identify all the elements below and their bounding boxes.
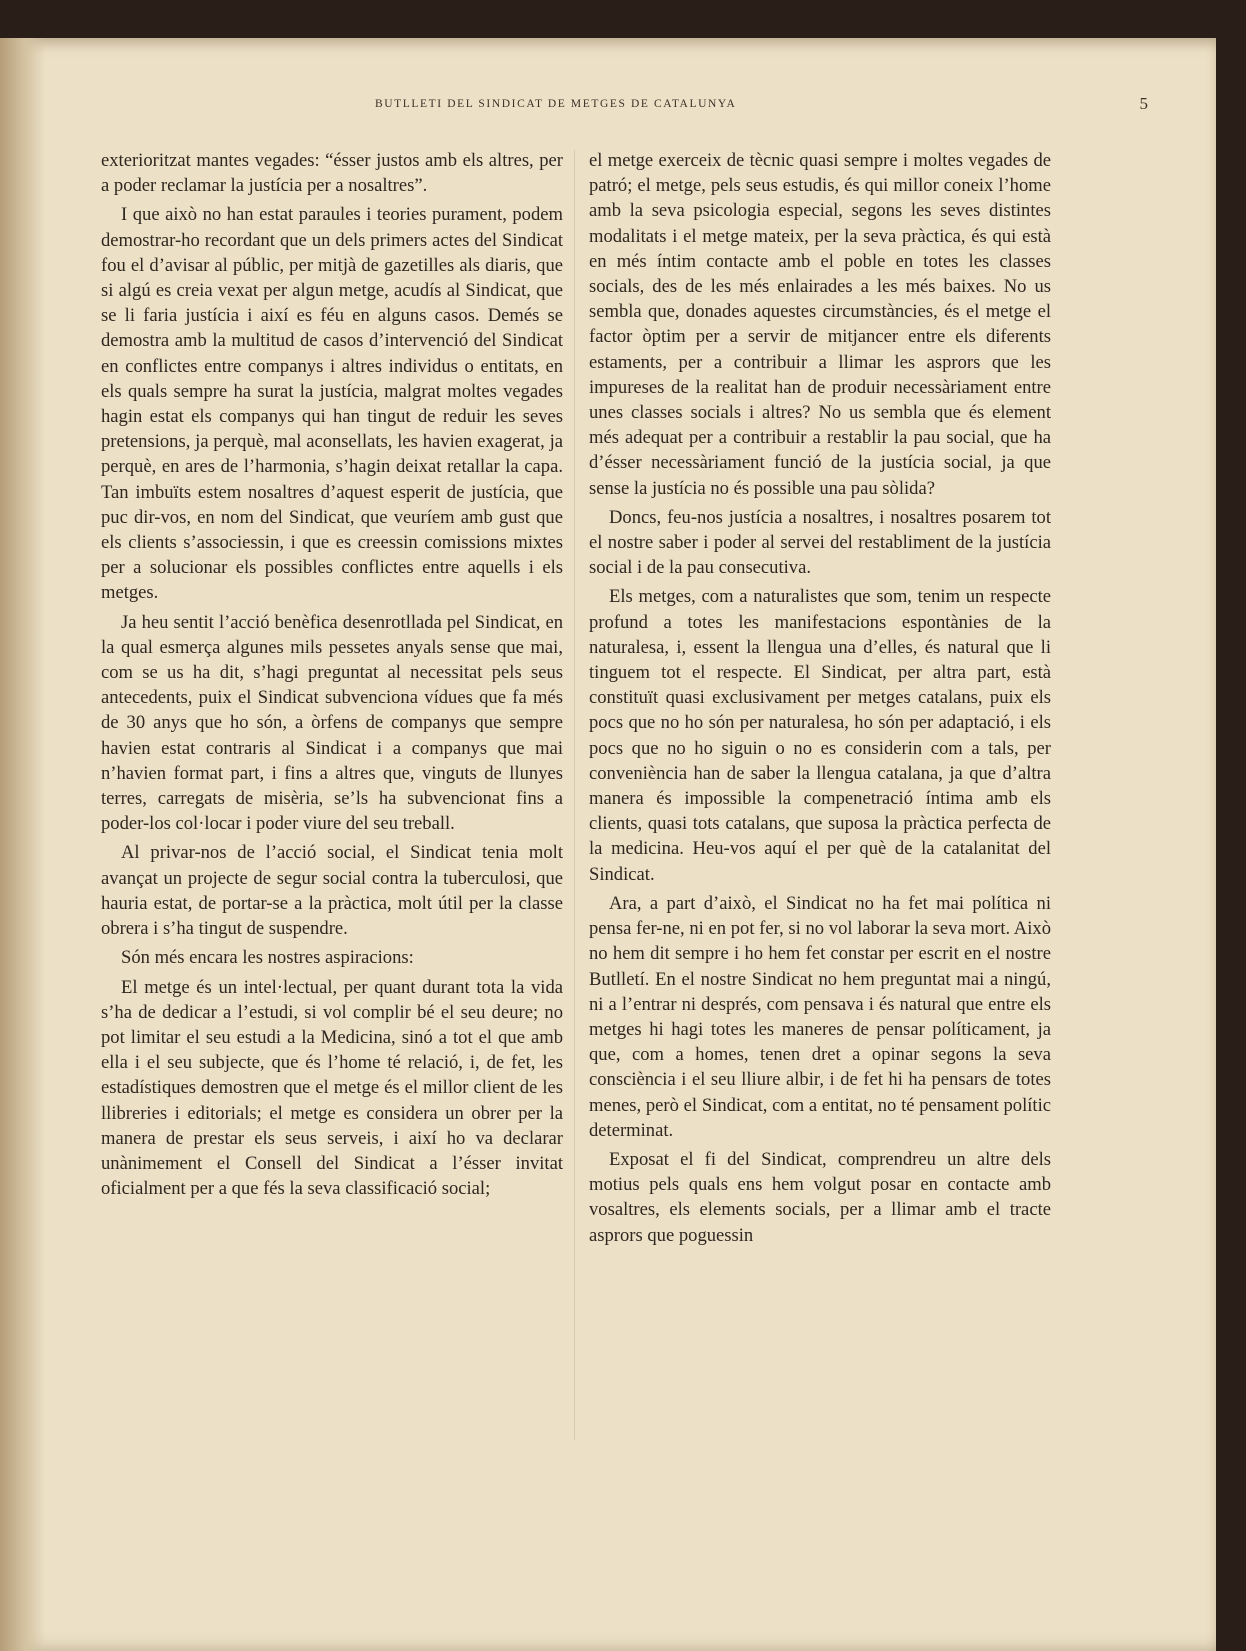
- left-column: [101, 148, 563, 1205]
- paragraph: El metge és un intel·lectual, per quant durant tota la vida s’ha de dedicar a l’estudi, si vol complir bé el seu deure; no pot limitar el seu estudi a la Medicina, sinó a tot el que amb ella i el seu subjecte, que és l’home té relació, i, de fet, les estadístiques demostren que el metge és el millor client de les llibreries i editorials; el metge es considera un obrer per la manera de prestar els seus serveis, i així ho va declarar unànimement el Consell del Sindicat a l’ésser invitat oficialment per a que fés la seva classificació social;: [101, 976, 563, 1200]
- page-number: 5: [1139, 94, 1148, 113]
- page-header: [100, 94, 1148, 116]
- book-spine-shadow: [0, 38, 46, 1651]
- paragraph: Exposat el fi del Sindicat, comprendreu un altre dels motius pels quals ens hem volgut posar en contacte amb vosaltres, els elements socials, per a llimar amb el tracte asprors que poguessin: [589, 1148, 1051, 1246]
- column-gutter: [574, 150, 575, 1440]
- right-column: [589, 148, 1051, 1252]
- paragraph: I que això no han estat paraules i teories purament, podem demostrar-ho recordant que un dels primers actes del Sindicat fou el d’avisar al públic, per mitjà de gazetilles als diaris, que si algú es creia vexat per algun metge, acudís al Sindicat, que se li faria justícia i així es féu en alguns casos. Demés se demostra amb la multitud de casos d’intervenció del Sindicat en conflictes entre companys i altres individus o entitats, en els quals sempre ha surat la justícia, malgrat moltes vegades hagin estat els companys qui han tingut de reduir les seves pretensions, ja perquè, mal aconsellats, les havien exagerat, ja perquè, en ares de l’harmonia, s’hagin deixat retallar la capa. Tan imbuïts estem nosaltres d’aquest esperit de justícia, que puc dir-vos, en nom del Sindicat, que veuríem amb gust que els clients s’associessin, i que es creessin comissions mixtes per a solucionar els possibles conflictes entre aquells i els metges.: [101, 204, 563, 604]
- paragraph: Els metges, com a naturalistes que som, tenim un respecte profund a totes les manifestacions espontànies de la naturalesa, i, essent la llengua una d’elles, és natural que li tinguem tot el respecte. El Sindicat, per altra part, està constituït quasi exclusivament per metges catalans, puix els pocs que no ho són per naturalesa, ho són per adaptació, i els pocs que no ho siguin o no es considerin com a tals, per conveniència han de saber la llengua catalana, ja que d’altra manera és impossible la compenetració íntima amb els clients, quasi tots catalans, que suposa la pràctica perfecta de la medicina. Heu-vos aquí el per què de la catalanitat del Sindicat.: [589, 586, 1051, 885]
- paragraph: el metge exerceix de tècnic quasi sempre i moltes vegades de patró; el metge, pels seus estudis, és qui millor coneix l’home amb la seva psicologia especial, segons les seves distintes modalitats i el metge mateix, per la seva pràctica, és qui està en més íntim contacte amb el poble en totes les classes socials, des de les més enlairades a les més baixes. No us sembla que, donades aquestes circumstàncies, és el metge el factor òptim per a servir de mitjancer entre els diferents estaments, per a contribuir a llimar les asprors que les impureses de la realitat han de produir necessàriament entre unes classes socials i altres? No us sembla que és element més adequat per a contribuir a restablir la pau social, que ha d’ésser necessàriament funció de la justícia social, ja que sense la justícia no és possible una pau sòlida?: [589, 150, 1051, 499]
- paragraph: Ara, a part d’això, el Sindicat no ha fet mai política ni pensa fer-ne, ni en pot fer, si no vol laborar la seva mort. Això no hem dit sempre i ho hem fet constar per escrit en el nostre Butlletí. En el nostre Sindicat no hem preguntat mai a ningú, ni a l’entrar ni després, com pensava i és natural que entre els metges hi hagi totes les maneres de pensar políticament, ja que, com a homes, tenen dret a opinar segons la seva consciència i el seu lliure albir, i de fet hi ha pensars de totes menes, però el Sindicat, com a entitat, no té pensament polític determinat.: [589, 892, 1051, 1141]
- running-title: BUTLLETI DEL SINDICAT DE METGES DE CATALUNYA: [375, 98, 737, 110]
- paragraph: Són més encara les nostres aspiracions:: [121, 947, 414, 969]
- paragraph: Al privar-nos de l’acció social, el Sindicat tenia molt avançat un projecte de segur social contra la tuberculosi, que hauria estat, de portar-se a la pràctica, molt útil per la classe obrera i s’ha tingut de suspendre.: [101, 842, 563, 940]
- paragraph: exterioritzat mantes vegades: “ésser justos amb els altres, per a poder reclamar la justícia per a nosaltres”.: [101, 150, 563, 197]
- paragraph: Ja heu sentit l’acció benèfica desenrotllada pel Sindicat, en la qual esmerça algunes mils pessetes anyals sense que mai, com se us ha dit, s’hagi preguntat al necessitat pels seus antecedents, puix el Sindicat subvenciona vídues que fa més de 30 anys que ho són, a òrfens de companys que sempre havien estat contraris al Sindicat i a companys que mai n’havien format part, i fins a altres que, vinguts de llunyes terres, carregats de misèria, se’ls ha subvencionat fins a poder-los col·locar i poder viure del seu treball.: [101, 611, 563, 835]
- paragraph: Doncs, feu-nos justícia a nosaltres, i nosaltres posarem tot el nostre saber i poder al servei del restabliment de la justícia social i de la pau consecutiva.: [589, 506, 1051, 579]
